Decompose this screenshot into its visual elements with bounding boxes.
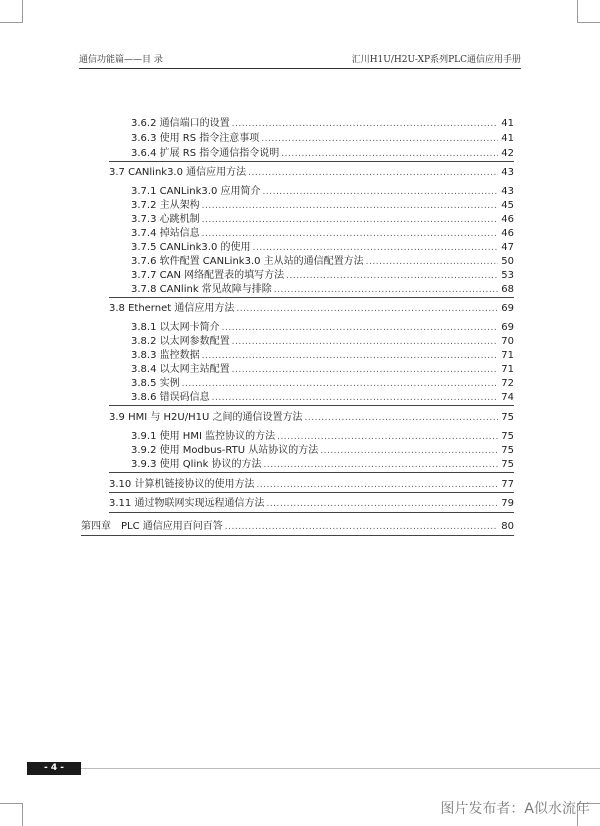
toc-entry[interactable] xyxy=(131,458,514,471)
toc-entry-page: 71 xyxy=(501,364,514,375)
page-number: - 4 - xyxy=(27,762,81,775)
toc-entry[interactable] xyxy=(131,241,514,254)
toc-leader-dots xyxy=(202,200,498,212)
toc-entry[interactable] xyxy=(131,213,514,226)
toc-leader-dots xyxy=(232,118,498,130)
toc-entry-page: 41 xyxy=(501,133,514,144)
toc-entry-label: 3.6.4 扩展 RS 指令通信指令说明 xyxy=(131,148,280,159)
toc-entry[interactable] xyxy=(131,444,514,457)
toc-entry-page: 69 xyxy=(501,303,514,314)
toc-entry-page: 47 xyxy=(501,242,514,253)
toc-entry-page: 46 xyxy=(501,214,514,225)
toc-entry[interactable] xyxy=(131,227,514,240)
toc-entry-label: 3.7.4 掉站信息 xyxy=(131,228,200,239)
toc-entry-label: 3.6.2 通信端口的设置 xyxy=(131,118,230,129)
toc-entry[interactable] xyxy=(131,117,514,130)
toc-leader-dots xyxy=(222,322,498,334)
toc-entry[interactable] xyxy=(131,269,514,282)
toc-entry-label: 3.7.1 CANLink3.0 应用简介 xyxy=(131,186,261,197)
toc-entry[interactable] xyxy=(131,391,514,404)
toc-entry-label: 3.11 通过物联网实现远程通信方法 xyxy=(109,498,265,509)
toc-entry-page: 50 xyxy=(501,256,514,267)
toc-entry[interactable] xyxy=(131,185,514,198)
toc-leader-dots xyxy=(263,186,499,198)
toc-entry-page: 79 xyxy=(501,498,514,509)
toc-entry-label: 3.7 CANlink3.0 通信应用方法 xyxy=(109,167,247,178)
toc-leader-dots xyxy=(236,303,498,315)
footer-rule xyxy=(81,768,600,769)
toc-entry[interactable] xyxy=(131,363,514,376)
toc-leader-dots xyxy=(253,242,499,254)
toc-entry-label: 3.7.3 心跳机制 xyxy=(131,214,200,225)
toc-entry-label: 3.7.8 CANlink 常见故障与排除 xyxy=(131,284,272,295)
toc-entry[interactable] xyxy=(131,335,514,348)
toc-leader-dots xyxy=(305,412,499,424)
toc-entry-page: 68 xyxy=(501,284,514,295)
toc-entry-page: 43 xyxy=(501,186,514,197)
section-divider xyxy=(109,161,514,162)
toc-entry-page: 42 xyxy=(501,148,514,159)
section-divider xyxy=(109,492,514,493)
header-section-title: 通信功能篇——目 录 xyxy=(79,55,163,65)
toc-entry-page: 75 xyxy=(501,445,514,456)
toc-entry[interactable] xyxy=(131,255,514,268)
toc-entry[interactable] xyxy=(131,377,514,390)
toc-entry[interactable] xyxy=(131,283,514,296)
toc-entry-page: 80 xyxy=(501,521,514,532)
toc-entry-page: 46 xyxy=(501,228,514,239)
toc-leader-dots xyxy=(320,445,498,457)
toc-leader-dots xyxy=(286,270,498,282)
toc-entry-page: 43 xyxy=(501,167,514,178)
toc-entry[interactable] xyxy=(131,349,514,362)
toc-entry-label: 第四章 PLC 通信应用百问百答 xyxy=(81,521,223,532)
toc-entry-label: 3.9.1 使用 HMI 监控协议的方法 xyxy=(131,431,276,442)
toc-leader-dots xyxy=(261,133,498,145)
toc-entry-page: 69 xyxy=(501,322,514,333)
toc-entry-label: 3.8.4 以太网主站配置 xyxy=(131,364,230,375)
toc-entry-page: 70 xyxy=(501,336,514,347)
toc-section-entry[interactable] xyxy=(109,478,514,491)
toc-entry[interactable] xyxy=(131,199,514,212)
toc-entry-label: 3.7.6 软件配置 CANLink3.0 主从站的通信配置方法 xyxy=(131,256,364,267)
toc-leader-dots xyxy=(202,350,498,362)
section-divider xyxy=(109,512,514,513)
toc-leader-dots xyxy=(225,521,498,533)
toc-entry-label: 3.10 计算机链接协议的使用方法 xyxy=(109,479,255,490)
toc-leader-dots xyxy=(277,431,498,443)
toc-entry-page: 77 xyxy=(501,479,514,490)
section-divider xyxy=(109,405,514,406)
toc-entry-page: 45 xyxy=(501,200,514,211)
toc-entry-page: 72 xyxy=(501,378,514,389)
toc-section-entry[interactable] xyxy=(109,166,514,179)
toc-entry[interactable] xyxy=(131,430,514,443)
toc-leader-dots xyxy=(202,228,498,240)
toc-entry-label: 3.9 HMI 与 H2U/H1U 之间的通信设置方法 xyxy=(109,412,303,423)
toc-section-entry[interactable] xyxy=(109,411,514,424)
toc-leader-dots xyxy=(266,498,498,510)
toc-entry-label: 3.8.6 错误码信息 xyxy=(131,392,210,403)
toc-entry[interactable] xyxy=(131,321,514,334)
toc-leader-dots xyxy=(366,256,498,268)
toc-entry-page: 71 xyxy=(501,350,514,361)
toc-section-entry[interactable] xyxy=(109,497,514,510)
toc-entry-label: 3.7.2 主从架构 xyxy=(131,200,200,211)
toc-entry-page: 53 xyxy=(501,270,514,281)
toc-leader-dots xyxy=(232,364,498,376)
toc-leader-dots xyxy=(202,214,498,226)
toc-entry-label: 3.7.5 CANLink3.0 的使用 xyxy=(131,242,251,253)
toc-entry-label: 3.9.2 使用 Modbus-RTU 从站协议的方法 xyxy=(131,445,319,456)
toc-leader-dots xyxy=(232,336,498,348)
toc-leader-dots xyxy=(248,167,498,179)
header-manual-title: 汇川H1U/H2U-XP系列PLC通信应用手册 xyxy=(351,55,521,65)
section-divider xyxy=(109,472,514,473)
toc-entry-page: 75 xyxy=(501,459,514,470)
toc-entry-label: 3.7.7 CAN 网络配置表的填写方法 xyxy=(131,270,285,281)
toc-entry-label: 3.9.3 使用 Qlink 协议的方法 xyxy=(131,459,262,470)
toc-section-entry[interactable] xyxy=(109,302,514,315)
chapter-divider xyxy=(81,535,514,536)
toc-entry-page: 74 xyxy=(501,392,514,403)
toc-leader-dots xyxy=(212,392,498,404)
toc-leader-dots xyxy=(256,479,498,491)
toc-entry-page: 75 xyxy=(501,412,514,423)
toc-entry-label: 3.8.2 以太网参数配置 xyxy=(131,336,230,347)
toc-entry-page: 41 xyxy=(501,118,514,129)
toc-entry-label: 3.8 Ethernet 通信应用方法 xyxy=(109,303,235,314)
toc-entry-label: 3.8.3 监控数据 xyxy=(131,350,200,361)
toc-leader-dots xyxy=(281,148,498,160)
toc-chapter-entry[interactable] xyxy=(81,520,514,533)
toc-entry[interactable] xyxy=(131,132,514,145)
toc-leader-dots xyxy=(274,284,498,296)
section-divider xyxy=(109,297,514,298)
publisher-watermark: 图片发布者：A似水流年 xyxy=(440,801,590,817)
toc-entry[interactable] xyxy=(131,147,514,160)
toc-entry-label: 3.8.1 以太网卡简介 xyxy=(131,322,220,333)
toc-entry-label: 3.6.3 使用 RS 指令注意事项 xyxy=(131,133,260,144)
toc-leader-dots xyxy=(182,378,498,390)
toc-entry-page: 75 xyxy=(501,431,514,442)
toc-entry-label: 3.8.5 实例 xyxy=(131,378,180,389)
toc-leader-dots xyxy=(264,459,498,471)
